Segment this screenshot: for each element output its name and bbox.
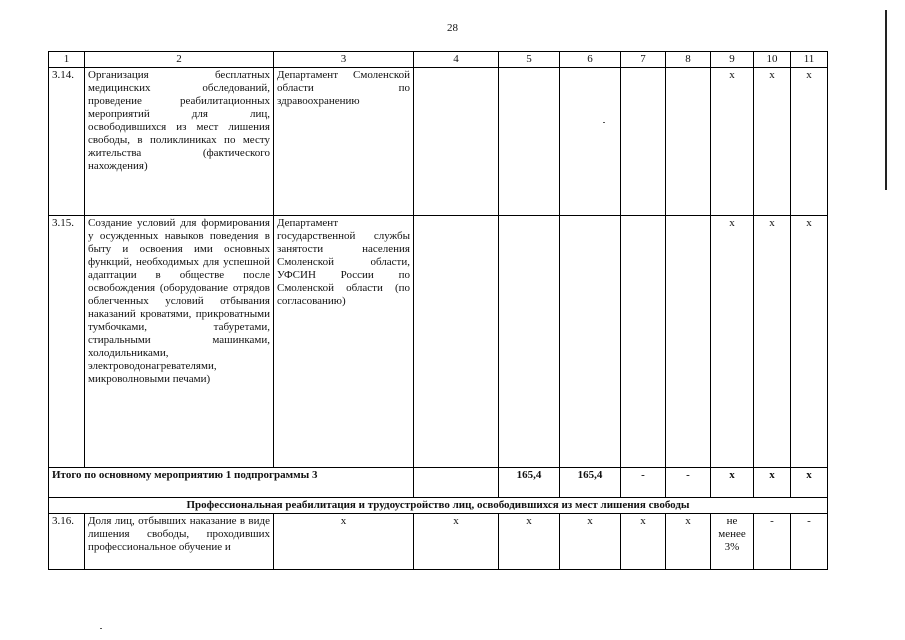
section-title: Профессиональная реабилитация и трудоустройство лиц, освободившихся из мест лишения свободы <box>49 498 828 514</box>
cell: х <box>791 68 828 216</box>
col-header: 9 <box>711 52 754 68</box>
table-row <box>49 216 828 468</box>
col-header: 7 <box>621 52 666 68</box>
cell <box>666 68 711 216</box>
col-header: 6 <box>560 52 621 68</box>
cell: х <box>711 468 754 498</box>
col-header: 8 <box>666 52 711 68</box>
cell: х <box>621 514 666 570</box>
page-number: 28 <box>447 22 458 34</box>
cell: х <box>560 514 621 570</box>
cell: х <box>274 514 414 570</box>
table-row <box>49 68 828 216</box>
col-header: 11 <box>791 52 828 68</box>
cell <box>560 68 621 216</box>
column-number-row <box>49 52 828 68</box>
cell: х <box>754 216 791 468</box>
total-value: 165,4 <box>560 468 621 498</box>
margin-line <box>885 10 887 190</box>
row-number: 3.16. <box>49 514 85 570</box>
cell: х <box>711 216 754 468</box>
col-header: 10 <box>754 52 791 68</box>
cell: х <box>499 514 560 570</box>
cell: х <box>414 514 499 570</box>
cell: х <box>754 468 791 498</box>
cell: х <box>791 216 828 468</box>
activity-description: Создание условий для формирования у осужденных навыков поведения в быту и освоения ими основных функций, необходимых для успешной адаптации в обществе после освобождения (оборудование отрядов облегченных условий отбывания наказаний кроватями, прикроватными тумбочками, табуретами, стиральными машинками, холодильниками, электроводонагревателями, микроволновыми печами) <box>85 216 274 468</box>
row-number: 3.15. <box>49 216 85 468</box>
cell <box>414 468 499 498</box>
total-value: 165,4 <box>499 468 560 498</box>
cell: - <box>621 468 666 498</box>
cell: - <box>791 514 828 570</box>
cell <box>414 216 499 468</box>
cell: х <box>666 514 711 570</box>
total-label: Итого по основному мероприятию 1 подпрограммы 3 <box>49 468 414 498</box>
col-header: 5 <box>499 52 560 68</box>
table-row <box>49 514 828 570</box>
cell <box>621 68 666 216</box>
col-header: 4 <box>414 52 499 68</box>
section-header-row <box>49 498 828 514</box>
cell: х <box>711 68 754 216</box>
cell <box>560 216 621 468</box>
cell: - <box>666 468 711 498</box>
activity-description: Доля лиц, отбывших наказание в виде лишения свободы, проходивших профессиональное обучение и <box>85 514 274 570</box>
col-header: 3 <box>274 52 414 68</box>
cell <box>414 68 499 216</box>
cell: х <box>791 468 828 498</box>
row-number: 3.14. <box>49 68 85 216</box>
executor: Департамент Смоленской области по здравоохранению <box>274 68 414 216</box>
col-header: 1 <box>49 52 85 68</box>
cell: - <box>754 514 791 570</box>
indicator-value: не менее 3% <box>711 514 754 570</box>
cell <box>621 216 666 468</box>
scan-speck <box>100 628 102 629</box>
program-table <box>48 51 828 570</box>
cell <box>499 68 560 216</box>
cell <box>499 216 560 468</box>
total-row <box>49 468 828 498</box>
cell: х <box>754 68 791 216</box>
activity-description: Организация бесплатных медицинских обследований, проведение реабилитационных мероприятий для лиц, освободившихся из мест лишения свободы, в поликлиниках по месту жительства (фактического нахождения) <box>85 68 274 216</box>
cell <box>666 216 711 468</box>
col-header: 2 <box>85 52 274 68</box>
executor: Департамент государственной службы занятости населения Смоленской области, УФСИН России по Смоленской области (по согласованию) <box>274 216 414 468</box>
